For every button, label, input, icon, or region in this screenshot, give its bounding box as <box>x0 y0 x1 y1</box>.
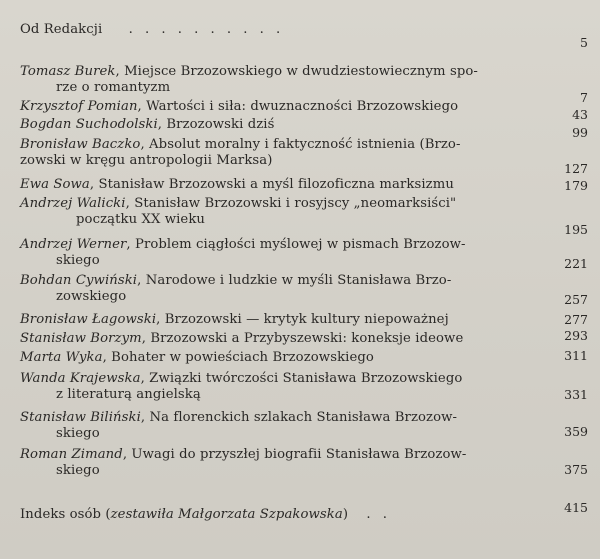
index-label: Indeks osób ( <box>20 507 111 522</box>
entry-page-number: 331 <box>564 387 588 402</box>
toc-entry <box>20 99 540 115</box>
toc-index-entry <box>20 507 540 523</box>
entry-author: Stanisław Borzym <box>20 331 142 346</box>
entry-page-number: 311 <box>564 348 588 363</box>
entry-title-continuation: początku XX wieku <box>76 212 206 227</box>
entry-page-number: 179 <box>564 178 588 193</box>
entry-title: , Brzozowski a Przybyszewski: koneksje ideowe <box>141 331 464 346</box>
entry-page-number: 221 <box>564 256 588 271</box>
entry-title: , Problem ciągłości myślowej w pismach Brzozow- <box>126 237 466 252</box>
toc-entry <box>20 371 540 403</box>
entry-title: , Bohater w powieściach Brzozowskiego <box>102 350 374 365</box>
entry-page-number: 7 <box>580 90 588 105</box>
index-dots: . . <box>366 507 391 522</box>
entry-author: Ewa Sowa <box>20 177 90 192</box>
entry-author: Wanda Krajewska <box>20 371 141 386</box>
toc-entry <box>20 312 540 328</box>
entry-page-number: 293 <box>564 328 588 343</box>
entry-title: , Na florenckich szlakach Stanisława Brzozow- <box>140 410 458 425</box>
entry-title: , Wartości i siła: dwuznaczności Brzozowskiego <box>137 99 459 114</box>
entry-author: Tomasz Burek <box>20 64 116 79</box>
entry-page-number: 43 <box>572 107 588 122</box>
entry-title: , Miejsce Brzozowskiego w dwudziestowiecznym spo- <box>115 64 478 79</box>
entry-page-number: 195 <box>564 222 588 237</box>
entry-page-number: 359 <box>564 424 588 439</box>
entry-author: Andrzej Walicki <box>20 196 126 211</box>
entry-page-number: 127 <box>564 161 588 176</box>
toc-entry <box>20 273 540 305</box>
entry-title-continuation: skiego <box>56 463 100 478</box>
entry-title: , Stanisław Brzozowski i rosyjscy „neomarksiści" <box>125 196 457 211</box>
entry-title: , Brzozowski dziś <box>157 117 275 132</box>
entry-author: Bogdan Suchodolski <box>20 117 158 132</box>
entry-author: Bronisław Baczko <box>20 137 141 152</box>
entry-page-number: 257 <box>564 292 588 307</box>
entry-title-continuation: skiego <box>56 253 100 268</box>
toc-heading <box>20 22 540 38</box>
toc-entry <box>20 177 540 193</box>
entry-author: Stanisław Biliński <box>20 410 141 425</box>
toc-entry <box>20 196 540 228</box>
toc-entry <box>20 137 540 169</box>
toc-entry <box>20 350 540 366</box>
entry-title-continuation: z literaturą angielską <box>56 387 201 402</box>
entry-title: , Absolut moralny i faktyczność istnienia (Brzo- <box>140 137 461 152</box>
entry-page-number: 375 <box>564 462 588 477</box>
entry-author: Andrzej Werner <box>20 237 127 252</box>
entry-author: Bohdan Cywiński <box>20 273 138 288</box>
heading-title: Od Redakcji <box>20 22 103 37</box>
entry-title-continuation: zowski w kręgu antropologii Marksa) <box>20 153 273 168</box>
heading-page-number: 5 <box>580 35 588 50</box>
entry-author: Bronisław Łagowski <box>20 312 157 327</box>
toc-entry <box>20 331 540 347</box>
entry-title-continuation: zowskiego <box>56 289 127 304</box>
toc-entry <box>20 117 540 133</box>
toc-entry <box>20 237 540 269</box>
entry-author: Marta Wyka <box>20 350 103 365</box>
entry-author: Krzysztof Pomian <box>20 99 138 114</box>
entry-page-number: 99 <box>572 125 588 140</box>
entry-title: , Brzozowski — krytyk kultury niepoważnej <box>156 312 449 327</box>
index-compiler: zestawiła Małgorzata Szpakowska <box>110 507 343 522</box>
entry-title: , Narodowe i ludzkie w myśli Stanisława Brzo- <box>137 273 452 288</box>
toc-entry <box>20 64 540 96</box>
heading-dots: . . . . . . . . . . <box>128 22 285 37</box>
entry-title-continuation: skiego <box>56 426 100 441</box>
index-close: ) <box>342 507 349 522</box>
entry-author: Roman Zimand <box>20 447 123 462</box>
index-page-number: 415 <box>564 500 588 515</box>
toc-entry <box>20 410 540 442</box>
entry-title: , Uwagi do przyszłej biografii Stanisława Brzozow- <box>122 447 467 462</box>
entry-title-continuation: rze o romantyzm <box>56 80 171 95</box>
entry-title: , Związki twórczości Stanisława Brzozowskiego <box>140 371 463 386</box>
entry-title: , Stanisław Brzozowski a myśl filozoficzna marksizmu <box>89 177 454 192</box>
toc-entry <box>20 447 540 479</box>
entry-page-number: 277 <box>564 312 588 327</box>
